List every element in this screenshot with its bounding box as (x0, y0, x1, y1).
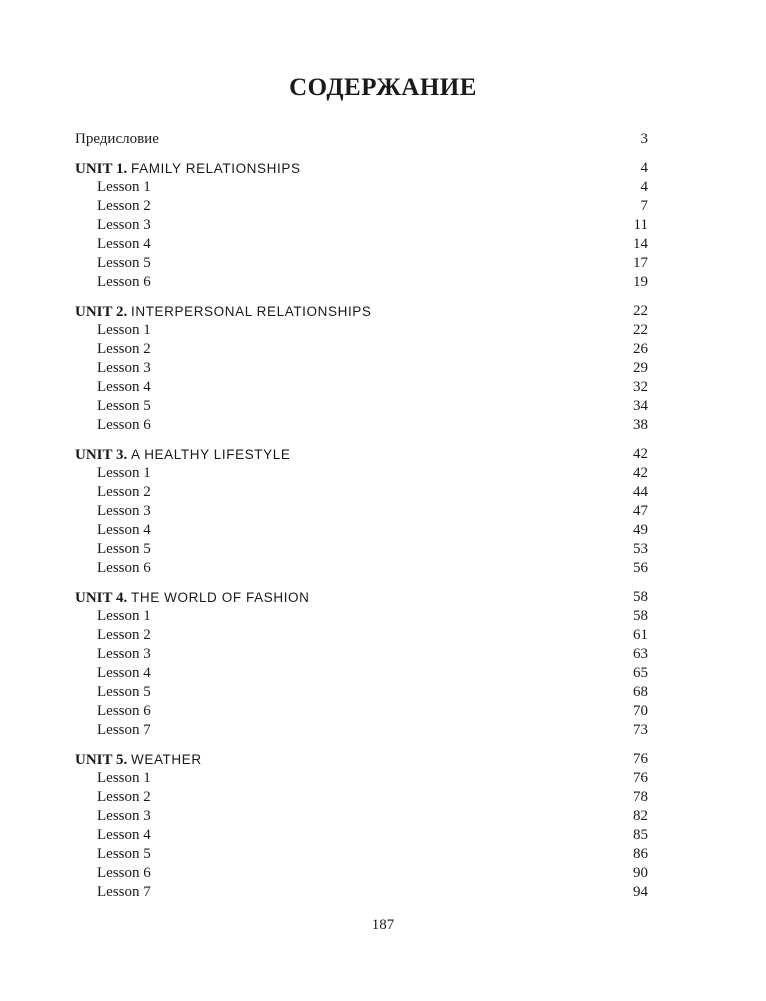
page-number: 85 (627, 826, 648, 845)
unit-heading (75, 588, 316, 607)
page-number: 68 (627, 683, 648, 702)
page-number: 70 (627, 702, 648, 721)
page-number: 19 (627, 273, 648, 292)
lesson-title: Lesson 2 (97, 197, 157, 216)
toc-entry-lesson[interactable] (75, 197, 648, 216)
lesson-list (75, 178, 648, 292)
lesson-list (75, 321, 648, 435)
toc-entry-lesson[interactable] (75, 340, 648, 359)
lesson-title: Lesson 3 (97, 502, 157, 521)
toc-entry-unit[interactable] (75, 588, 648, 607)
unit-block-4 (75, 588, 648, 740)
lesson-title: Lesson 1 (97, 607, 157, 626)
toc-entry-lesson[interactable] (75, 254, 648, 273)
toc-entry-lesson[interactable] (75, 702, 648, 721)
page-number: 42 (627, 445, 648, 464)
lesson-list (75, 464, 648, 578)
entry-title: Предисловие (75, 130, 165, 149)
page-number: 34 (627, 397, 648, 416)
lesson-title: Lesson 2 (97, 788, 157, 807)
lesson-title: Lesson 4 (97, 521, 157, 540)
lesson-title: Lesson 2 (97, 340, 157, 359)
toc-entry-lesson[interactable] (75, 540, 648, 559)
lesson-list (75, 769, 648, 902)
toc-entry-lesson[interactable] (75, 359, 648, 378)
unit-name: FAMILY RELATIONSHIPS (131, 161, 301, 176)
toc-entry-lesson[interactable] (75, 502, 648, 521)
page-number: 38 (627, 416, 648, 435)
toc-entry-unit[interactable] (75, 159, 648, 178)
unit-label: UNIT 4. (75, 590, 128, 606)
page-number: 76 (627, 750, 648, 769)
page-number: 65 (627, 664, 648, 683)
unit-name: INTERPERSONAL RELATIONSHIPS (131, 304, 372, 319)
unit-label: UNIT 3. (75, 447, 128, 463)
toc-entry-lesson[interactable] (75, 826, 648, 845)
lesson-title: Lesson 4 (97, 235, 157, 254)
page-number: 4 (635, 178, 649, 197)
lesson-title: Lesson 4 (97, 826, 157, 845)
toc-entry-lesson[interactable] (75, 378, 648, 397)
lesson-title: Lesson 2 (97, 483, 157, 502)
lesson-title: Lesson 6 (97, 273, 157, 292)
page-number: 63 (627, 645, 648, 664)
toc-entry-unit[interactable] (75, 750, 648, 769)
page-number: 78 (627, 788, 648, 807)
toc-entry-lesson[interactable] (75, 769, 648, 788)
unit-name: WEATHER (131, 752, 202, 767)
lesson-title: Lesson 3 (97, 359, 157, 378)
unit-label: UNIT 1. (75, 161, 128, 177)
toc-entry-lesson[interactable] (75, 273, 648, 292)
lesson-title: Lesson 3 (97, 645, 157, 664)
lesson-title: Lesson 2 (97, 626, 157, 645)
page-title: СОДЕРЖАНИЕ (289, 74, 477, 101)
unit-block-3 (75, 445, 648, 578)
page-number: 22 (627, 321, 648, 340)
unit-heading (75, 302, 378, 321)
units-list (75, 159, 648, 902)
lesson-title: Lesson 5 (97, 254, 157, 273)
page-number: 94 (627, 883, 648, 902)
lesson-title: Lesson 6 (97, 702, 157, 721)
toc-entry-lesson[interactable] (75, 483, 648, 502)
toc-entry-lesson[interactable] (75, 416, 648, 435)
page-number: 61 (627, 626, 648, 645)
page-number: 90 (627, 864, 648, 883)
page-number: 58 (627, 588, 648, 607)
toc-entry-lesson[interactable] (75, 397, 648, 416)
lesson-title: Lesson 6 (97, 559, 157, 578)
toc-entry-lesson[interactable] (75, 845, 648, 864)
page-number: 86 (627, 845, 648, 864)
page-number: 14 (627, 235, 648, 254)
table-of-contents (75, 130, 648, 902)
page-number: 49 (627, 521, 648, 540)
page-number: 47 (627, 502, 648, 521)
page-number: 44 (627, 483, 648, 502)
lesson-title: Lesson 7 (97, 721, 157, 740)
page-number: 58 (627, 607, 648, 626)
toc-entry-unit[interactable] (75, 445, 648, 464)
toc-entry-lesson[interactable] (75, 683, 648, 702)
lesson-title: Lesson 5 (97, 540, 157, 559)
page-number: 7 (635, 197, 649, 216)
lesson-title: Lesson 6 (97, 864, 157, 883)
page-number: 26 (627, 340, 648, 359)
toc-entry-lesson[interactable] (75, 807, 648, 826)
page-number: 56 (627, 559, 648, 578)
toc-entry-lesson[interactable] (75, 788, 648, 807)
page-number: 11 (628, 216, 648, 235)
lesson-title: Lesson 4 (97, 378, 157, 397)
unit-heading (75, 159, 307, 178)
lesson-title: Lesson 5 (97, 683, 157, 702)
toc-entry-lesson[interactable] (75, 521, 648, 540)
unit-block-2 (75, 302, 648, 435)
lesson-title: Lesson 3 (97, 807, 157, 826)
lesson-title: Lesson 6 (97, 416, 157, 435)
lesson-title: Lesson 1 (97, 178, 157, 197)
unit-heading (75, 445, 296, 464)
toc-entry-lesson[interactable] (75, 178, 648, 197)
toc-entry-lesson[interactable] (75, 216, 648, 235)
lesson-list (75, 607, 648, 740)
lesson-title: Lesson 4 (97, 664, 157, 683)
page-number: 4 (635, 159, 649, 178)
toc-entry-lesson[interactable] (75, 864, 648, 883)
page-number: 32 (627, 378, 648, 397)
page-number: 42 (627, 464, 648, 483)
page-number: 53 (627, 540, 648, 559)
page-number: 82 (627, 807, 648, 826)
page-number: 73 (627, 721, 648, 740)
lesson-title: Lesson 3 (97, 216, 157, 235)
toc-entry-lesson[interactable] (75, 883, 648, 902)
lesson-title: Lesson 1 (97, 321, 157, 340)
unit-heading (75, 750, 208, 769)
toc-entry-lesson[interactable] (75, 559, 648, 578)
toc-entry-foreword[interactable] (75, 130, 648, 149)
page-number: 3 (635, 130, 649, 149)
lesson-title: Lesson 1 (97, 769, 157, 788)
unit-label: UNIT 5. (75, 752, 128, 768)
toc-entry-unit[interactable] (75, 302, 648, 321)
toc-entry-lesson[interactable] (75, 664, 648, 683)
lesson-title: Lesson 5 (97, 397, 157, 416)
toc-entry-lesson[interactable] (75, 235, 648, 254)
page-number: 22 (627, 302, 648, 321)
lesson-title: Lesson 5 (97, 845, 157, 864)
unit-block-1 (75, 159, 648, 292)
unit-name: A HEALTHY LIFESTYLE (131, 447, 291, 462)
unit-name: THE WORLD OF FASHION (131, 590, 310, 605)
page-number: 29 (627, 359, 648, 378)
page-folio: 187 (371, 917, 395, 933)
toc-entry-lesson[interactable] (75, 721, 648, 740)
toc-entry-lesson[interactable] (75, 321, 648, 340)
page-number: 17 (627, 254, 648, 273)
lesson-title: Lesson 1 (97, 464, 157, 483)
toc-entry-lesson[interactable] (75, 626, 648, 645)
lesson-title: Lesson 7 (97, 883, 157, 902)
unit-label: UNIT 2. (75, 304, 128, 320)
toc-entry-lesson[interactable] (75, 645, 648, 664)
toc-entry-lesson[interactable] (75, 464, 648, 483)
unit-block-5 (75, 750, 648, 902)
toc-entry-lesson[interactable] (75, 607, 648, 626)
page-number: 76 (627, 769, 648, 788)
